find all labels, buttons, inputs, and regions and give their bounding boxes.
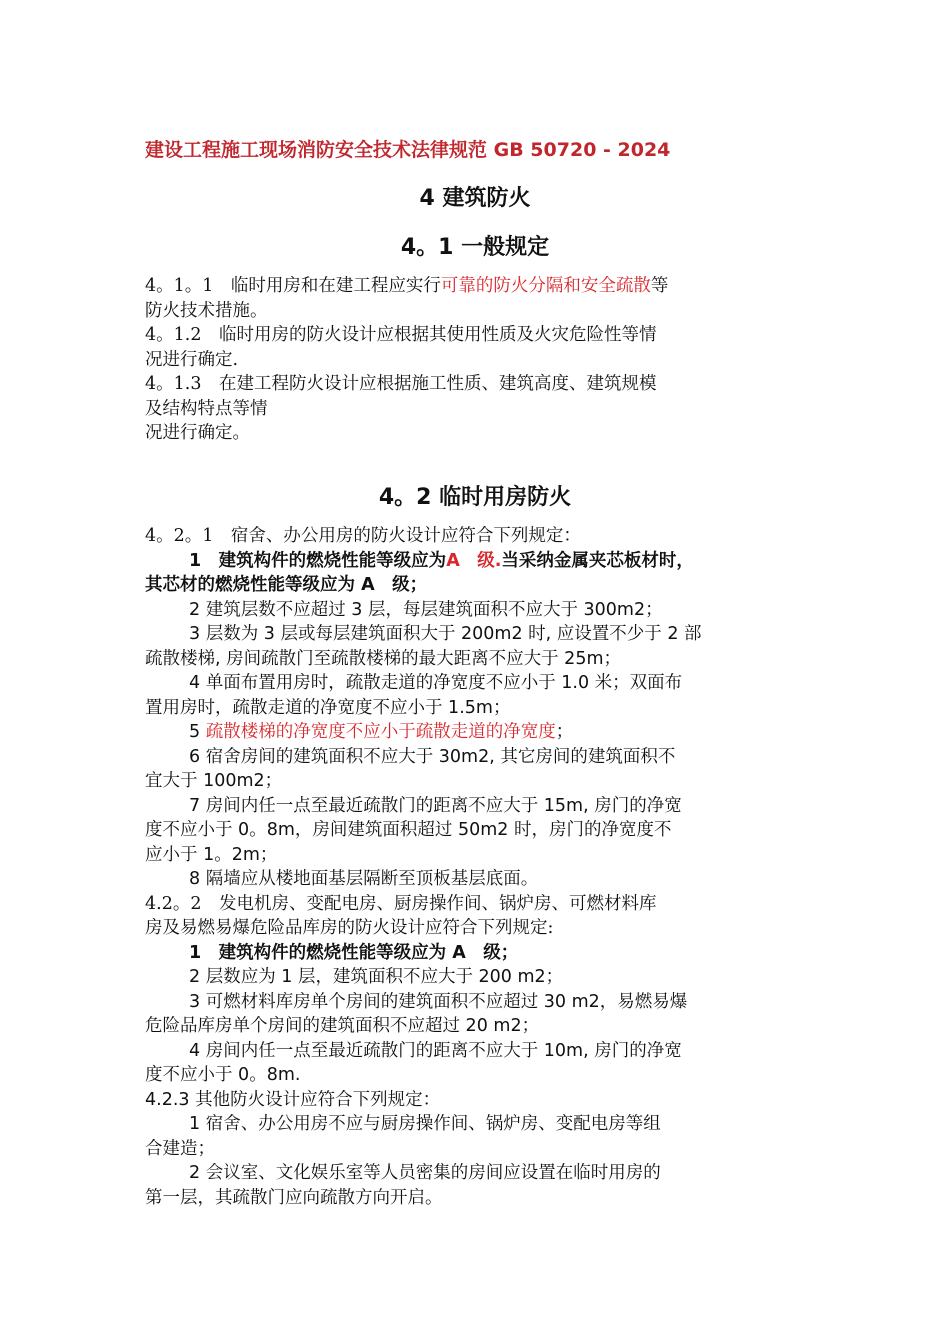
- clause-4-2-1-item-4: 4 单面布置用房时，疏散走道的净宽度不应小于 1.0 米；双面布: [189, 673, 683, 693]
- section-4-1-body: [145, 274, 815, 446]
- highlighted-text: 疏散楼梯的净宽度不应小于疏散走道的净宽度: [205, 722, 556, 742]
- clause-4-1-2-cont: 况进行确定.: [145, 349, 239, 370]
- clause-4-2-1-item-3-cont: 疏散楼梯, 房间疏散门至疏散楼梯的最大距离不应大于 25m；: [145, 648, 622, 669]
- clause-4-2-2-item-2: 2 层数应为 1 层，建筑面积不应大于 200 m2；: [189, 967, 564, 987]
- clause-4-2-3-item-2: 2 会议室、文化娱乐室等人员密集的房间应设置在临时用房的: [189, 1163, 661, 1183]
- clause-text: 等: [650, 276, 669, 296]
- clause-4-2-2-cont: 房及易燃易爆危险品库房的防火设计应符合下列规定:: [145, 918, 554, 938]
- clause-4-1-2: 4。1.2 临时用房的防火设计应根据其使用性质及火灾危险性等情: [145, 325, 657, 345]
- clause-4-2-1-item-7: 7 房间内任一点至最近疏散门的距离不应大于 15m, 房门的净宽: [189, 795, 682, 816]
- section-heading-4-1: 4。1 一般规定: [400, 235, 550, 260]
- highlighted-text: 可靠的防火分隔和安全疏散: [440, 276, 651, 296]
- clause-4-1-3-cont: 及结构特点等情: [145, 398, 268, 419]
- clause-4-2-2-item-4-cont: 度不应小于 0。8m.: [145, 1065, 301, 1085]
- clause-4-2-2-item-3-cont: 危险品库房单个房间的建筑面积不应超过 20 m2；: [145, 1016, 540, 1036]
- clause-4-2-1-item-7-cont2: 应小于 1。2m；: [145, 844, 278, 865]
- chapter-heading: 4 建筑防火: [419, 186, 531, 211]
- item-text: 当采纳金属夹芯板材时，: [501, 550, 694, 571]
- item-text: 1 建筑构件的燃烧性能等级应为: [189, 550, 447, 571]
- clause-4-1-3: 4。1.3 在建工程防火设计应根据施工性质、建筑高度、建筑规模: [145, 374, 657, 394]
- clause-4-2-3: 4.2.3 其他防火设计应符合下列规定：: [145, 1089, 441, 1110]
- clause-4-1-1-cont: 防火技术措施。: [145, 300, 268, 321]
- clause-4-2-1-item-7-cont: 度不应小于 0。8m，房间建筑面积超过 50m2 时，房门的净宽度不: [145, 820, 672, 840]
- clause-4-2-1-item-3: 3 层数为 3 层或每层建筑面积大于 200m2 时, 应设置不少于 2 部: [189, 624, 702, 644]
- document-title: 建设工程施工现场消防安全技术法律规范 GB 50720 - 2024: [145, 139, 671, 161]
- clause-4-2-2: 4.2。2 发电机房、变配电房、厨房操作间、锅炉房、可燃材料库: [145, 893, 657, 914]
- clause-4-2-2-item-4: 4 房间内任一点至最近疏散门的距离不应大于 10m, 房门的净宽: [189, 1040, 682, 1061]
- clause-4-2-2-item-1: 1 建筑构件的燃烧性能等级应为 A 级；: [189, 942, 519, 963]
- clause-4-2-1: 4。2。1 宿舍、办公用房的防火设计应符合下列规定：: [145, 526, 581, 546]
- section-4-2-body: [145, 524, 815, 1210]
- clause-4-2-3-item-1: 1 宿舍、办公用房不应与厨房操作间、锅炉房、变配电房等组: [189, 1114, 661, 1134]
- clause-4-2-1-item-1: [145, 549, 815, 574]
- clause-4-2-1-item-5: [145, 720, 815, 745]
- clause-4-2-2-item-3: 3 可燃材料库房单个房间的建筑面积不应超过 30 m2，易燃易爆: [189, 991, 688, 1012]
- section-heading-4-2: 4。2 临时用房防火: [378, 485, 572, 510]
- clause-4-2-3-item-2-cont: 第一层，其疏散门应向疏散方向开启。: [145, 1187, 443, 1208]
- highlighted-text: A 级.: [446, 550, 502, 571]
- clause-4-2-1-item-1-cont: 其芯材的燃烧性能等级应为 A 级；: [145, 575, 428, 595]
- clause-4-2-1-item-8: 8 隔墙应从楼地面基层隔断至顶板基层底面。: [189, 869, 539, 889]
- clause-4-1-3-cont2: 况进行确定。: [145, 423, 250, 443]
- clause-text: 4。1。1 临时用房和在建工程应实行: [145, 276, 441, 296]
- clause-4-2-1-item-4-cont: 置用房时，疏散走道的净宽度不应小于 1.5m；: [145, 697, 511, 718]
- clause-4-2-1-item-6-cont: 宜大于 100m2；: [145, 771, 283, 791]
- item-number: 5: [189, 722, 206, 742]
- clause-4-1-1: [145, 274, 815, 299]
- item-text: ；: [555, 722, 574, 742]
- clause-4-2-3-item-1-cont: 合建造；: [145, 1138, 215, 1159]
- clause-4-2-1-item-2: 2 建筑层数不应超过 3 层，每层建筑面积不应大于 300m2；: [189, 599, 663, 620]
- clause-4-2-1-item-6: 6 宿舍房间的建筑面积不应大于 30m2, 其它房间的建筑面积不: [189, 746, 676, 767]
